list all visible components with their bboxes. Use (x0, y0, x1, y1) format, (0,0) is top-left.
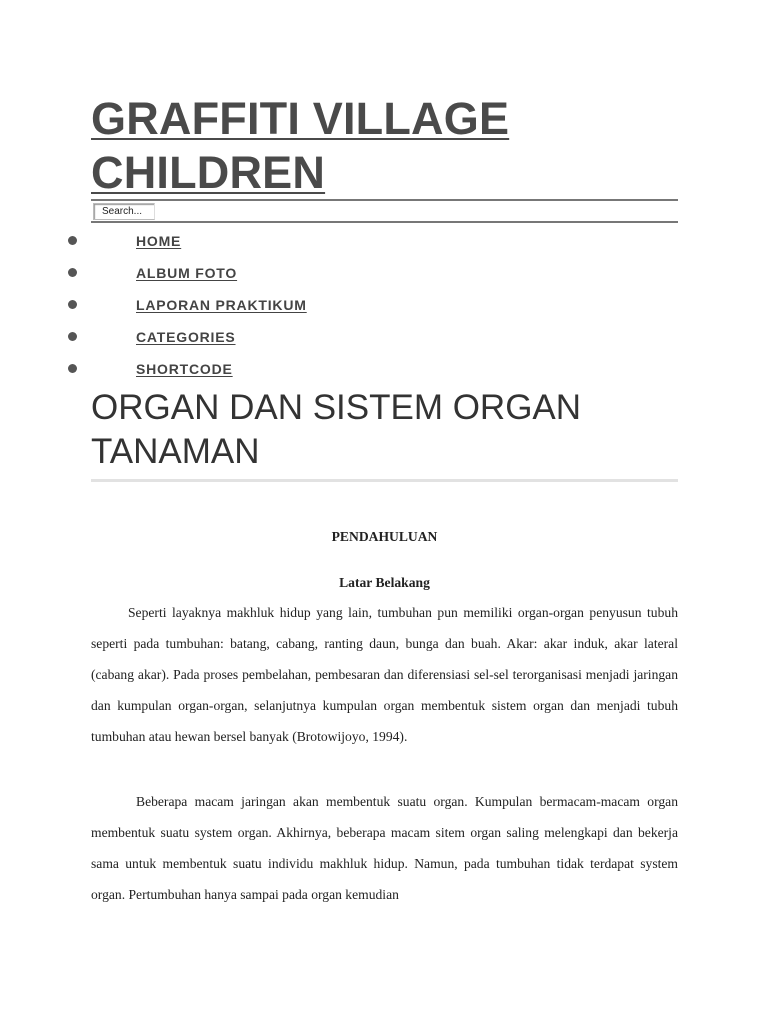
nav-item-shortcode[interactable] (0, 356, 400, 380)
bullet-icon (68, 268, 77, 277)
bullet-icon (68, 332, 77, 341)
post-title: ORGAN DAN SISTEM ORGAN TANAMAN (91, 388, 582, 471)
search-bar (91, 199, 678, 223)
title-divider (91, 479, 678, 482)
bullet-icon (68, 364, 77, 373)
nav-item-home[interactable] (0, 228, 400, 252)
section-heading: PENDAHULUAN (331, 529, 438, 544)
site-title[interactable]: GRAFFITI VILLAGE CHILDREN (91, 93, 510, 198)
nav-link-shortcode[interactable]: SHORTCODE (136, 361, 233, 377)
nav-link-categories[interactable]: CATEGORIES (136, 329, 236, 345)
subsection-heading: Latar Belakang (339, 575, 430, 590)
nav-link-home[interactable]: HOME (136, 233, 182, 249)
bullet-icon (68, 236, 77, 245)
body-paragraph: Beberapa macam jaringan akan membentuk suatu organ. Kumpulan bermacam-macam organ membentuk suatu system organ. Akhirnya, beberapa macam sitem organ saling melengkapi dan bekerja sama untuk membentuk suatu individu makhluk hidup. Namun, pada tumbuhan tidak terdapat system organ. Pertumbuhan hanya sampai pada organ kemudian (91, 794, 678, 902)
search-input[interactable]: Search... (93, 203, 155, 220)
nav-link-album-foto[interactable]: ALBUM FOTO (136, 265, 238, 281)
body-paragraph: Seperti layaknya makhluk hidup yang lain, tumbuhan pun memiliki organ-organ penyusun tubuh seperti pada tumbuhan: batang, cabang, ranting daun, bunga dan buah. Akar: akar induk, akar lateral (cabang akar). Pada proses pembelahan, pembesaran dan diferensiasi sel-sel terorganisasi menjadi jaringan dan kumpulan organ-organ, selanjutnya kumpulan organ membentuk sistem organ dan menjadi tubuh tumbuhan atau hewan bersel banyak (Brotowijoyo, 1994). (91, 605, 678, 744)
nav-item-laporan-praktikum[interactable] (0, 292, 400, 316)
bullet-icon (68, 300, 77, 309)
nav-item-album-foto[interactable] (0, 260, 400, 284)
nav-link-laporan-praktikum[interactable]: LAPORAN PRAKTIKUM (136, 297, 307, 313)
nav-item-categories[interactable] (0, 324, 400, 348)
